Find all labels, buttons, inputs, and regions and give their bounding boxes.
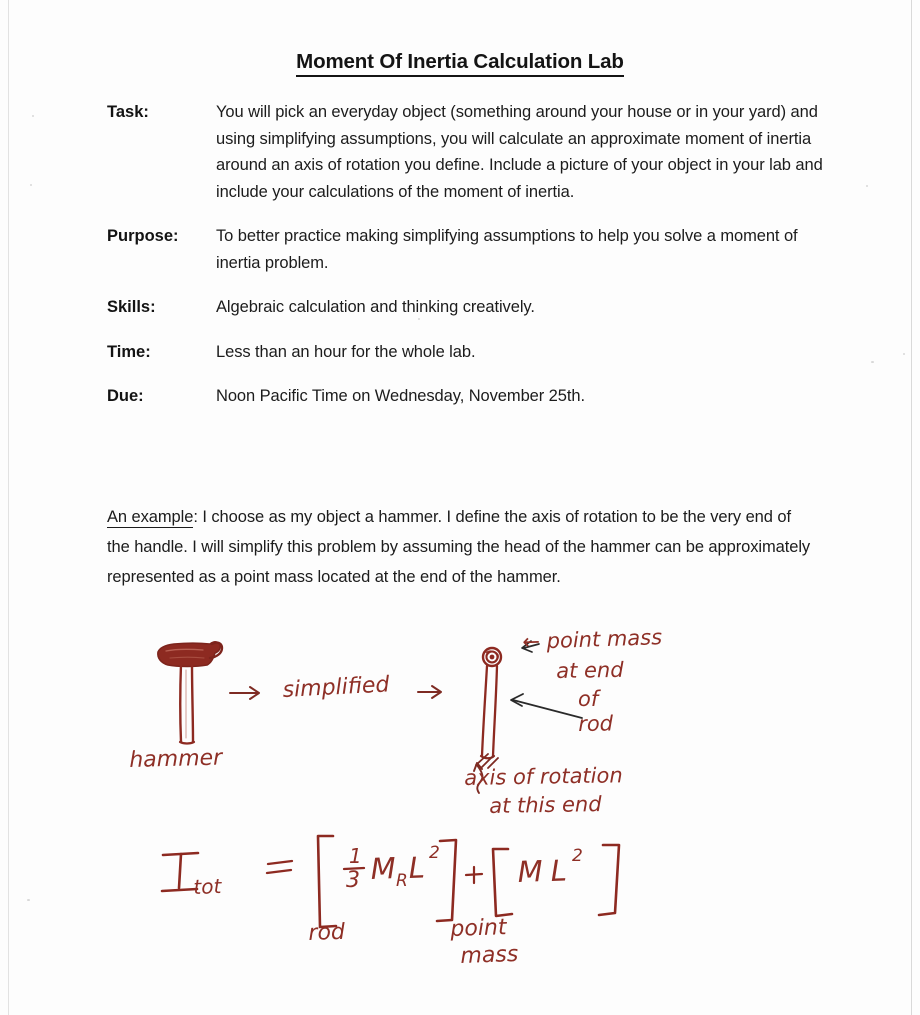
row-body-due: Noon Pacific Time on Wednesday, November 25th. [216, 387, 585, 405]
row-label-skills: Skills: [107, 298, 156, 316]
point-mass-annotation-line4: rod [578, 711, 614, 736]
row-label-task: Task: [107, 103, 149, 121]
scan-speck [32, 115, 34, 117]
equation-term1-mass-subscript: R [396, 871, 408, 891]
row-body-task: You will pick an everyday object (something around your house or in your yard) and using simplifying assumptions, you will calculate an approximate moment of inertia around an axis of rotation you define. Include a picture of your object in your lab and include your calculations of the moment of inertia. [216, 103, 823, 201]
equation-label-point: point [450, 915, 507, 942]
lab-row-due [107, 383, 823, 410]
scan-speck [27, 899, 30, 901]
example-lead-label: An example [107, 508, 194, 526]
page-title [0, 50, 920, 74]
lab-row-task [107, 99, 823, 205]
equation-label-rod: rod [308, 919, 346, 946]
row-body-skills: Algebraic calculation and thinking creatively. [216, 298, 535, 316]
lab-row-time [107, 339, 823, 366]
row-body-time: Less than an hour for the whole lab. [216, 342, 476, 361]
lab-row-skills [107, 294, 823, 321]
equation-term1-length: L [408, 850, 426, 885]
equation-subscript-tot: tot [193, 874, 222, 899]
equation-label-mass: mass [460, 941, 519, 969]
scan-edge-line-right [911, 0, 912, 1015]
scan-edge-line-left [8, 0, 9, 1015]
page-title-text: Moment Of Inertia Calculation Lab [296, 50, 624, 77]
point-mass-annotation-line1: ← point mass [522, 625, 663, 654]
scan-speck [30, 184, 32, 186]
equation-term1-exponent: 2 [429, 843, 440, 863]
scan-speck [903, 353, 905, 355]
example-paragraph [107, 502, 815, 592]
equation-fraction-numerator: 1 [349, 844, 362, 868]
hammer-label: hammer [129, 745, 223, 773]
equation-term2-length: L [550, 853, 568, 888]
point-mass-annotation-line2: at end [556, 657, 624, 683]
lab-info-rows [107, 99, 823, 428]
point-mass-annotation-line3: of [578, 687, 599, 711]
scan-speck [871, 361, 874, 363]
row-label-due: Due: [107, 387, 144, 405]
row-label-time: Time: [107, 342, 151, 361]
equation-term2-mass: M [517, 854, 544, 889]
axis-annotation-line2: at this end [489, 792, 602, 818]
equation-fraction-denominator: 3 [346, 868, 360, 893]
simplified-label: simplified [282, 672, 391, 703]
equation-term1-mass: M [370, 851, 397, 886]
row-label-purpose: Purpose: [107, 227, 179, 245]
equation-term2-exponent: 2 [572, 846, 583, 866]
scan-speck [866, 185, 868, 187]
axis-annotation-line1: axis of rotation [464, 763, 623, 790]
lab-row-purpose [107, 223, 823, 276]
example-paragraph-text: : I choose as my object a hammer. I define the axis of rotation to be the very end of the handle. I will simplify this problem by assuming the head of the hammer can be approximately represented as a point mass located at the end of the hammer. [107, 508, 811, 586]
row-body-purpose: To better practice making simplifying assumptions to help you solve a moment of inertia problem. [216, 227, 798, 272]
